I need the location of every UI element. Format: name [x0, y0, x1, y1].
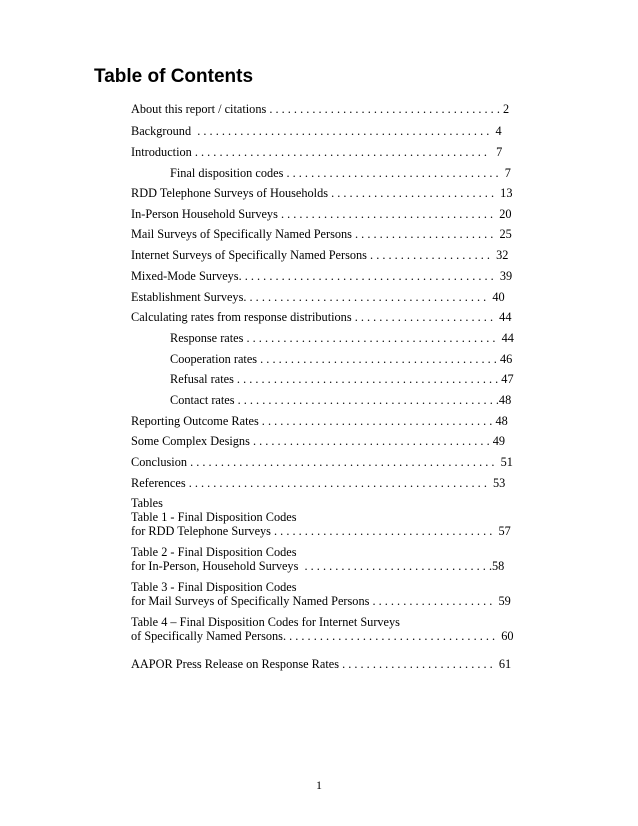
toc-tables-heading: Tables — [131, 496, 163, 510]
toc-subentry[interactable]: Refusal rates . . . . . . . . . . . . . . . . . . . . . . . . . . . . . . . . . . . . . . . . . . . 47 — [170, 372, 514, 386]
toc-entry[interactable]: AAPOR Press Release on Response Rates . . . . . . . . . . . . . . . . . . . . . . . . . 61 — [131, 657, 512, 671]
toc-entry[interactable]: Establishment Surveys. . . . . . . . . . . . . . . . . . . . . . . . . . . . . . . . . . . . . . . . 40 — [131, 290, 505, 304]
toc-table-title: Table 2 - Final Disposition Codes — [131, 545, 297, 559]
toc-entry[interactable]: for RDD Telephone Surveys . . . . . . . . . . . . . . . . . . . . . . . . . . . . . . . . . . . . 57 — [131, 524, 511, 538]
toc-entry[interactable]: Mail Surveys of Specifically Named Persons . . . . . . . . . . . . . . . . . . . . . . . 25 — [131, 227, 512, 241]
toc-entry[interactable]: Mixed-Mode Surveys. . . . . . . . . . . . . . . . . . . . . . . . . . . . . . . . . . . . . . . . . . 39 — [131, 269, 513, 283]
toc-entry[interactable]: Calculating rates from response distributions . . . . . . . . . . . . . . . . . . . . . . . 44 — [131, 310, 512, 324]
toc-entry[interactable]: About this report / citations . . . . . . . . . . . . . . . . . . . . . . . . . . . . . . . . . . . . . . 2 — [131, 102, 510, 116]
toc-subentry[interactable]: Final disposition codes . . . . . . . . . . . . . . . . . . . . . . . . . . . . . . . . . . . 7 — [170, 166, 511, 180]
toc-entry[interactable]: In-Person Household Surveys . . . . . . . . . . . . . . . . . . . . . . . . . . . . . . . . . . . 20 — [131, 207, 512, 221]
toc-entry[interactable]: for Mail Surveys of Specifically Named Persons . . . . . . . . . . . . . . . . . . . . 59 — [131, 594, 511, 608]
toc-entry[interactable]: Conclusion . . . . . . . . . . . . . . . . . . . . . . . . . . . . . . . . . . . . . . . . . . . . . . . . . . 51 — [131, 455, 513, 469]
toc-subentry[interactable]: Response rates . . . . . . . . . . . . . . . . . . . . . . . . . . . . . . . . . . . . . . . . . 44 — [170, 331, 514, 345]
toc-subentry[interactable]: Cooperation rates . . . . . . . . . . . . . . . . . . . . . . . . . . . . . . . . . . . . . . . 46 — [170, 352, 513, 366]
toc-entry[interactable]: of Specifically Named Persons. . . . . . . . . . . . . . . . . . . . . . . . . . . . . . . . . . . 60 — [131, 629, 514, 643]
toc-subentry[interactable]: Contact rates . . . . . . . . . . . . . . . . . . . . . . . . . . . . . . . . . . . . . . . . . . .48 — [170, 393, 512, 407]
toc-entry[interactable]: Reporting Outcome Rates . . . . . . . . . . . . . . . . . . . . . . . . . . . . . . . . . . . . . . 48 — [131, 414, 508, 428]
toc-entry[interactable]: References . . . . . . . . . . . . . . . . . . . . . . . . . . . . . . . . . . . . . . . . . . . . . . . . . 53 — [131, 476, 506, 490]
toc-entry[interactable]: Internet Surveys of Specifically Named Persons . . . . . . . . . . . . . . . . . . . . 32 — [131, 248, 509, 262]
page-title: Table of Contents — [94, 66, 254, 87]
toc-table-title: Table 1 - Final Disposition Codes — [131, 510, 297, 524]
toc-entry[interactable]: Background . . . . . . . . . . . . . . . . . . . . . . . . . . . . . . . . . . . . . . . . . . . . . . . . 4 — [131, 124, 502, 138]
toc-entry[interactable]: Some Complex Designs . . . . . . . . . . . . . . . . . . . . . . . . . . . . . . . . . . . . . . . 49 — [131, 434, 506, 448]
toc-entry[interactable]: for In-Person, Household Surveys . . . . . . . . . . . . . . . . . . . . . . . . . . . . . . .58 — [131, 559, 505, 573]
toc-table-title: Table 4 – Final Disposition Codes for Internet Surveys — [131, 615, 400, 629]
toc-entry[interactable]: RDD Telephone Surveys of Households . . . . . . . . . . . . . . . . . . . . . . . . . . . 13 — [131, 186, 513, 200]
page-number: 1 — [316, 778, 322, 792]
toc-table-title: Table 3 - Final Disposition Codes — [131, 580, 297, 594]
toc-entry[interactable]: Introduction . . . . . . . . . . . . . . . . . . . . . . . . . . . . . . . . . . . . . . . . . . . . . . . . 7 — [131, 145, 503, 159]
